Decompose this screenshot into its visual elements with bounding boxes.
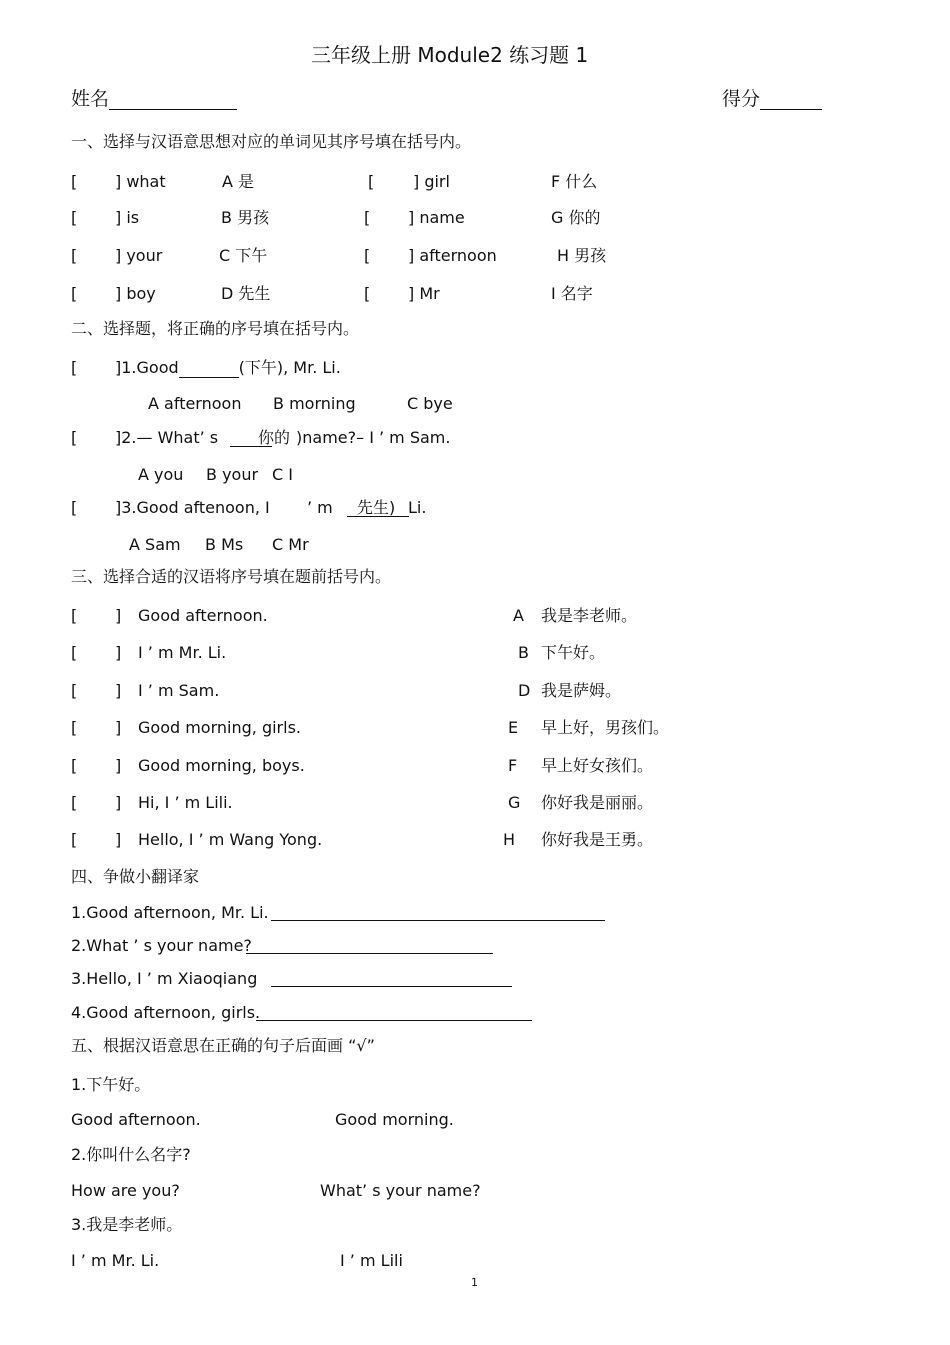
hint-text: 先生) <box>357 498 396 517</box>
choice-b[interactable]: What’ s your name? <box>320 1181 481 1200</box>
option-b: B Ms <box>205 535 244 554</box>
bracket-open[interactable]: [ <box>71 498 78 517</box>
option-b: B your <box>206 465 259 484</box>
choice-b[interactable]: I ’ m Lili <box>340 1251 403 1270</box>
section4-heading: 四、争做小翻译家 <box>71 867 200 886</box>
sentence: Good afternoon. <box>138 606 268 625</box>
bracket-open[interactable]: [ <box>71 718 78 737</box>
translate-item-2: 2.What ’ s your name? <box>71 936 252 955</box>
question-3: ]3.Good aftenoon, I <box>115 498 270 517</box>
word: ] your <box>115 246 163 265</box>
option-c: C Mr <box>272 535 309 554</box>
option-a: A Sam <box>129 535 181 554</box>
bracket-open[interactable]: [ <box>71 793 78 812</box>
score-blank[interactable] <box>760 91 822 110</box>
question-text: 3.我是李老师。 <box>71 1215 183 1234</box>
answer-line[interactable] <box>256 1020 532 1021</box>
section2-heading: 二、选择题，将正确的序号填在括号内。 <box>71 319 360 338</box>
section1-heading: 一、选择与汉语意思想对应的单词见其序号填在括号内。 <box>71 132 472 151</box>
word: ] girl <box>413 172 450 191</box>
option-text: 你好我是王勇。 <box>541 830 654 849</box>
bracket-close: ] <box>115 718 122 737</box>
bracket-open[interactable]: [ <box>71 358 78 377</box>
bracket-open[interactable]: [ <box>364 284 371 303</box>
question-1: ]1.Good (下午), Mr. Li. <box>115 358 341 377</box>
bracket-open[interactable]: [ <box>71 284 78 303</box>
sentence: Hi, I ’ m Lili. <box>138 793 233 812</box>
choice-a[interactable]: How are you? <box>71 1181 180 1200</box>
hint-text: 你的 <box>258 428 291 447</box>
answer-line[interactable] <box>246 953 493 954</box>
option-text: 你好我是丽丽。 <box>541 793 654 812</box>
sentence: Hello, I ’ m Wang Yong. <box>138 830 323 849</box>
option-letter: E <box>508 718 519 737</box>
option-letter: D <box>518 681 531 700</box>
bracket-open[interactable]: [ <box>71 428 78 447</box>
option: F 什么 <box>551 172 598 191</box>
question-3-rest: Li. <box>408 498 427 517</box>
name-blank[interactable] <box>109 91 237 110</box>
option-letter: H <box>503 830 516 849</box>
sentence: Good morning, boys. <box>138 756 305 775</box>
bracket-open[interactable]: [ <box>364 208 371 227</box>
bracket-open[interactable]: [ <box>71 606 78 625</box>
bracket-open[interactable]: [ <box>364 246 371 265</box>
option-c: C I <box>272 465 293 484</box>
bracket-close: ] <box>115 756 122 775</box>
option-letter: G <box>508 793 521 812</box>
option-letter: A <box>513 606 524 625</box>
option: C 下午 <box>219 246 268 265</box>
bracket-open[interactable]: [ <box>71 756 78 775</box>
option-text: 早上好，男孩们。 <box>541 718 670 737</box>
option: D 先生 <box>221 284 271 303</box>
name-label: 姓名 <box>71 88 237 110</box>
bracket-open[interactable]: [ <box>368 172 375 191</box>
question-2: ]2.— What’ s <box>115 428 219 447</box>
question-text: 2.你叫什么名字? <box>71 1145 191 1164</box>
option-b: B morning <box>273 394 356 413</box>
option-c: C bye <box>407 394 453 413</box>
bracket-open[interactable]: [ <box>71 172 78 191</box>
bracket-open[interactable]: [ <box>71 681 78 700</box>
sentence: I ’ m Sam. <box>138 681 220 700</box>
option-text: 下午好。 <box>541 643 606 662</box>
option: H 男孩 <box>557 246 607 265</box>
word: ] what <box>115 172 166 191</box>
option: A 是 <box>222 172 255 191</box>
bracket-close: ] <box>115 643 122 662</box>
sentence: I ’ m Mr. Li. <box>138 643 227 662</box>
option-a: A afternoon <box>148 394 242 413</box>
question-text: 1.下午好。 <box>71 1075 151 1094</box>
page-title: 三年级上册 Module2 练习题 1 <box>311 43 589 67</box>
option-text: 我是李老师。 <box>541 606 638 625</box>
choice-b[interactable]: Good morning. <box>335 1110 454 1129</box>
answer-blank[interactable] <box>179 359 239 378</box>
question-3-apostrophe: ’ m <box>307 498 333 517</box>
word: ] is <box>115 208 140 227</box>
option: B 男孩 <box>221 208 270 227</box>
word: ] Mr <box>408 284 440 303</box>
option: G 你的 <box>551 208 601 227</box>
bracket-open[interactable]: [ <box>71 643 78 662</box>
question-2-rest: )name?– I ’ m Sam. <box>296 428 451 447</box>
translate-item-4: 4.Good afternoon, girls. <box>71 1003 261 1022</box>
translate-item-3: 3.Hello, I ’ m Xiaoqiang <box>71 969 258 988</box>
section5-heading: 五、根据汉语意思在正确的句子后面画 “√” <box>71 1036 375 1055</box>
option-text: 我是萨姆。 <box>541 681 622 700</box>
option-letter: B <box>518 643 529 662</box>
word: ] boy <box>115 284 156 303</box>
answer-line[interactable] <box>271 986 512 987</box>
choice-a[interactable]: Good afternoon. <box>71 1110 201 1129</box>
option-a: A you <box>138 465 184 484</box>
word: ] afternoon <box>408 246 497 265</box>
section3-heading: 三、选择合适的汉语将序号填在题前括号内。 <box>71 567 392 586</box>
answer-blank[interactable] <box>347 516 409 517</box>
option-letter: F <box>508 756 518 775</box>
sentence: Good morning, girls. <box>138 718 301 737</box>
choice-a[interactable]: I ’ m Mr. Li. <box>71 1251 160 1270</box>
score-label: 得分 <box>722 88 822 110</box>
bracket-close: ] <box>115 606 122 625</box>
bracket-close: ] <box>115 681 122 700</box>
bracket-open[interactable]: [ <box>71 830 78 849</box>
bracket-close: ] <box>115 793 122 812</box>
bracket-open[interactable]: [ <box>71 246 78 265</box>
page-number: 1 <box>471 1276 478 1289</box>
option-text: 早上好女孩们。 <box>541 756 654 775</box>
bracket-open[interactable]: [ <box>71 208 78 227</box>
word: ] name <box>408 208 465 227</box>
translate-item-1: 1.Good afternoon, Mr. Li. <box>71 903 269 922</box>
bracket-close: ] <box>115 830 122 849</box>
answer-line[interactable] <box>271 920 605 921</box>
option: I 名字 <box>551 284 593 303</box>
